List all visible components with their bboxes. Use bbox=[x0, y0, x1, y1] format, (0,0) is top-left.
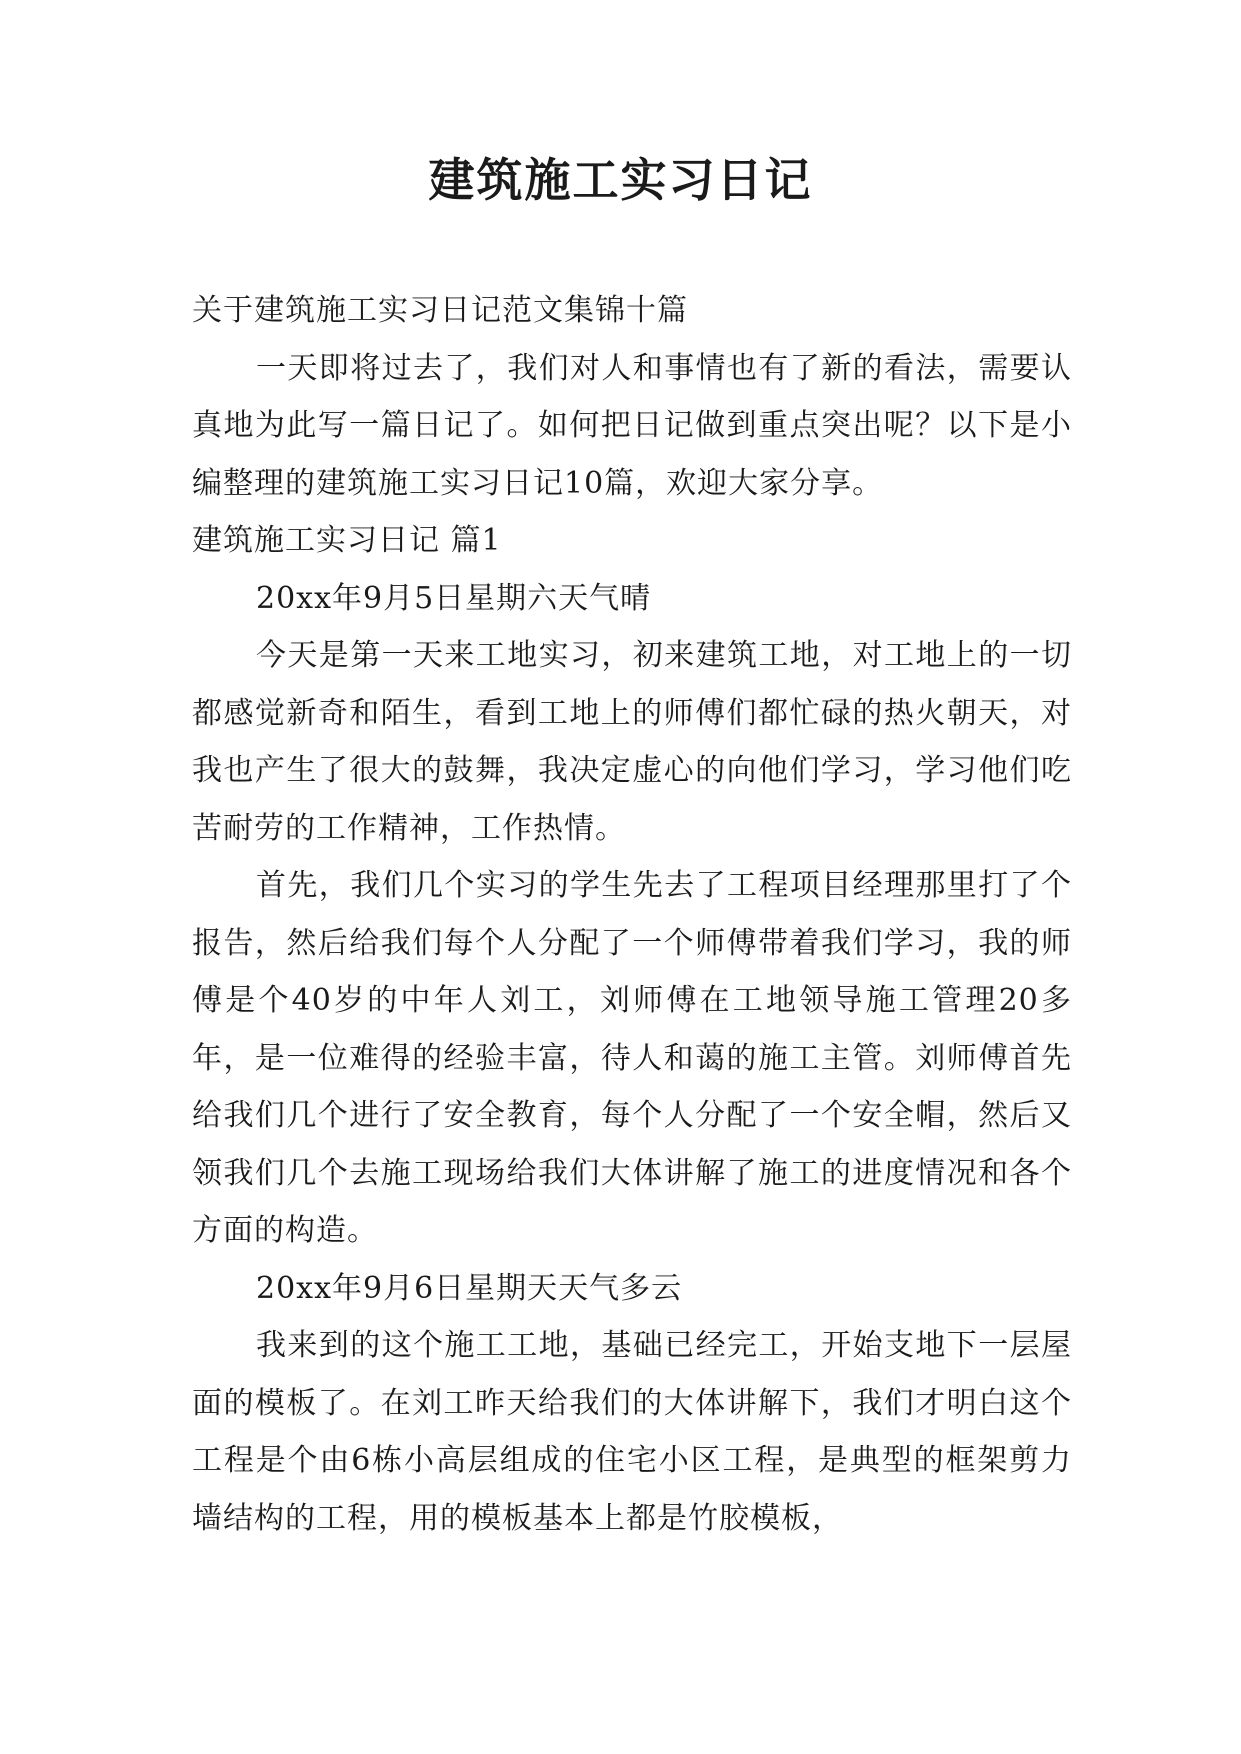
body-paragraph: 首先，我们几个实习的学生先去了工程项目经理那里打了个报告，然后给我们每个人分配了一个师傅带着我们学习，我的师傅是个40岁的中年人刘工，刘师傅在工地领导施工管理20多年，是一位难得的经验丰富，待人和蔼的施工主管。刘师傅首先给我们几个进行了安全教育，每个人分配了一个安全帽，然后又领我们几个去施工现场给我们大体讲解了施工的进度情况和各个方面的构造。 bbox=[192, 868, 1072, 1248]
intro-heading: 关于建筑施工实习日记范文集锦十篇 bbox=[192, 293, 688, 328]
document-body bbox=[192, 282, 1072, 1547]
section-heading: 建筑施工实习日记 篇1 bbox=[192, 523, 502, 558]
body-paragraph: 今天是第一天来工地实习，初来建筑工地，对工地上的一切都感觉新奇和陌生，看到工地上的师傅们都忙碌的热火朝天，对我也产生了很大的鼓舞，我决定虚心的向他们学习，学习他们吃苦耐劳的工作精神，工作热情。 bbox=[192, 638, 1072, 846]
diary-date: 20xx年9月6日星期天天气多云 bbox=[256, 1270, 683, 1306]
diary-date: 20xx年9月5日星期六天气晴 bbox=[256, 580, 652, 616]
intro-paragraph: 一天即将过去了，我们对人和事情也有了新的看法，需要认真地为此写一篇日记了。如何把日记做到重点突出呢？以下是小编整理的建筑施工实习日记10篇，欢迎大家分享。 bbox=[192, 350, 1072, 501]
document-title: 建筑施工实习日记 bbox=[428, 153, 813, 207]
body-paragraph: 我来到的这个施工工地，基础已经完工，开始支地下一层屋面的模板了。在刘工昨天给我们的大体讲解下，我们才明白这个工程是个由6栋小高层组成的住宅小区工程，是典型的框架剪力墙结构的工程，用的模板基本上都是竹胶模板， bbox=[192, 1328, 1072, 1536]
